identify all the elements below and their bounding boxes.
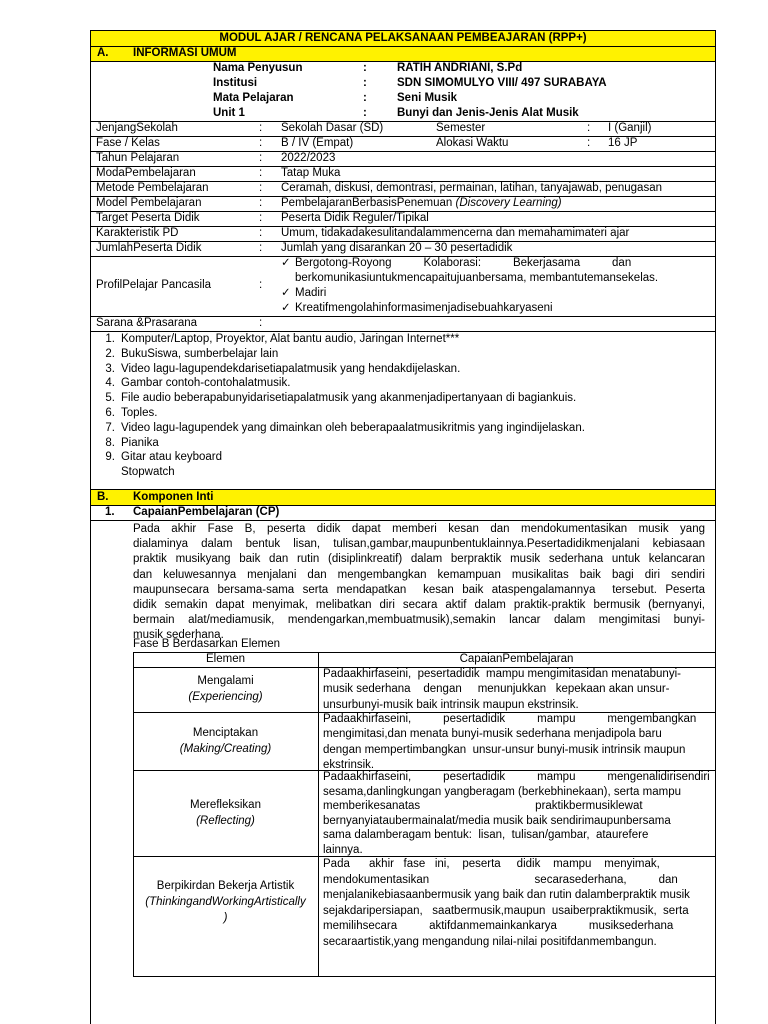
header-value: Seni Musik	[397, 92, 458, 104]
header-label: Institusi	[213, 77, 258, 89]
section-b-letter: B.	[97, 491, 109, 503]
sarana-list	[91, 332, 585, 480]
document-title: MODUL AJAR / RENCANA PELAKSANAAN PEMBEAJARAN (RPP+)	[219, 32, 587, 44]
header-label: Nama Penyusun	[213, 62, 303, 74]
info-row	[91, 151, 715, 167]
checkmark-icon: ✓	[281, 257, 291, 269]
header-colon: :	[363, 92, 367, 104]
cp-paragraph: Pada akhir Fase B, peserta didik dapat memberi kesan dan mendokumentasikan musik yang dialaminya dalam bentuk lisan, tulisan,gambar,maupunbentuklainnya.Pesertadidikmenjalani kebiasaan praktik musikyang baik dan rutin (disiplinkreatif) dalam berpraktik musik sederhana untuk kelancaran dan keluwesannya menjalani dan mengembangkan kemampuan musikalitas baik bagi diri sendiri maupunsecara bersama-sama serta mendapatkan kesan baik ataspengalamannya tersebut. Peserta didik semakin dapat menyimak, melibatkan diri secara aktif dalam praktik-praktik bermusik (bernyanyi, bermain alat/mediamusik, mendengarkan,membuatmusik),semakin lancar dalam mengimitasi bunyi- musik sederhana.	[133, 523, 705, 642]
info-label: Target Peserta Didik	[96, 212, 200, 224]
checkmark-icon: ✓	[281, 287, 291, 299]
info-label: Fase / Kelas	[96, 137, 160, 149]
header-info-row	[91, 61, 715, 77]
rpp-document	[90, 30, 716, 1024]
cp-number: 1.	[105, 506, 115, 518]
cp-row	[91, 505, 715, 521]
info-value-secondary: I (Ganjil)	[608, 122, 652, 134]
info-label-secondary: Alokasi Waktu	[436, 137, 509, 149]
table-row-elemen: Mengalami (Experiencing)	[188, 675, 263, 703]
list-item: 4. Gambar contoh-contohalatmusik.	[105, 377, 291, 390]
info-label: Tahun Pelajaran	[96, 152, 180, 164]
info-value: Peserta Didik Reguler/Tipikal	[281, 212, 429, 224]
info-value: Ceramah, diskusi, demontrasi, permainan, latihan, tanyajawab, penugasan	[281, 182, 662, 194]
info-value: B / IV (Empat)	[281, 137, 354, 149]
section-b-label: Komponen Inti	[133, 491, 214, 503]
header-info-row	[91, 106, 715, 122]
list-item-continuation: berkomunikasiuntukmencapaitujuanbersama, membantutemansekelas.	[295, 272, 659, 284]
header-info-row	[91, 91, 715, 107]
sarana-row	[91, 316, 715, 332]
info-value-secondary: 16 JP	[608, 137, 638, 149]
table-row-elemen: Menciptakan (Making/Creating)	[179, 727, 272, 755]
info-row	[91, 196, 715, 212]
info-colon: :	[259, 212, 263, 224]
info-colon: :	[259, 227, 263, 239]
profil-colon: :	[259, 279, 263, 291]
info-label: JumlahPeserta Didik	[96, 242, 202, 254]
info-colon: :	[259, 197, 263, 209]
info-colon: :	[259, 182, 263, 194]
table-header-elemen: Elemen	[206, 653, 245, 665]
info-value: Tatap Muka	[281, 167, 341, 179]
table-row-elemen: Berpikirdan Bekerja Artistik (ThinkingandWorkingArtistically )	[145, 880, 306, 924]
list-item: ✓ Madiri	[281, 287, 327, 299]
info-row	[91, 166, 715, 182]
list-item: 6. Toples.	[105, 406, 158, 419]
info-value: Sekolah Dasar (SD)	[281, 122, 384, 134]
table-row-capaian: Pada akhir fase ini, peserta didik mampu menyimak, mendokumentasikan secarasederhana, dan menjalanikebiasaanbermusik yang baik dan rutin dalamberpraktik musik sejakdaripersiapan, saatbermusik,maupun usaiberpraktikmusik, serta memilihsecara aktifdanmemainkankarya musiksederhana secaraartistik,yang mengandung nilai-nilai positifdanmembangun.	[323, 858, 690, 948]
title-row	[91, 31, 715, 46]
checkmark-icon: ✓	[281, 302, 291, 314]
table-row-capaian: Padaakhirfaseini, pesertadidik mampu mengenalidirisendiri sesama,danlingkungan yangberagam (berkebhinekaan), serta mampu memberikesanatas praktikbermusiklewat bernyanyiataubermainalat/media musik baik sendirimaupunbersama sama dalamberagam bentuk: lisan, tulisan/gambar, ataurefere lainnya.	[323, 771, 710, 856]
list-item: 1. Komputer/Laptop, Proyektor, Alat bantu audio, Jaringan Internet***	[105, 333, 460, 345]
list-item: 9. Gitar atau keyboard	[105, 451, 223, 464]
info-colon: :	[259, 137, 263, 149]
list-item: 5. File audio beberapabunyidarisetiapalatmusik yang akanmenjadipertanyaan di bagiankuis.	[105, 392, 577, 405]
info-row	[91, 136, 715, 152]
list-item: ✓ Kreatifmengolahinformasimenjadisebuahkaryaseni	[281, 302, 553, 314]
info-value: Umum, tidakadakesulitandalammencerna dan memahamimateri ajar	[281, 227, 630, 239]
header-label: Unit 1	[213, 107, 245, 119]
table-row-capaian: Padaakhirfaseini, pesertadidik mampu mengimitasidan menatabunyi- musik sederhana dengan menunjukkan kepekaan akan unsur- unsurbunyi-musik baik intrinsik maupun ekstrinsik.	[323, 668, 681, 711]
section-a-letter: A.	[97, 47, 109, 59]
list-item: 7. Video lagu-lagupendek yang dimainkan oleh beberapaalatmusikritmis yang ingindijelaskan.	[105, 421, 585, 434]
table-row-elemen: Merefleksikan (Reflecting)	[190, 799, 261, 827]
info-row	[91, 181, 715, 197]
info-label: Karakteristik PD	[96, 227, 179, 239]
section-a-row	[91, 47, 715, 61]
info-row	[91, 226, 715, 242]
section-b-row	[91, 490, 715, 505]
info-label: ModaPembelajaran	[96, 167, 196, 179]
info-colon: :	[259, 167, 263, 179]
info-label-secondary: Semester	[436, 122, 486, 134]
table-header-capaian: CapaianPembelajaran	[459, 653, 574, 665]
profil-label: ProfilPelajar Pancasila	[96, 279, 212, 291]
header-colon: :	[363, 77, 367, 89]
sarana-colon: :	[259, 317, 263, 329]
info-label: JenjangSekolah	[96, 122, 178, 134]
info-value: Jumlah yang disarankan 20 – 30 pesertadidik	[281, 242, 513, 254]
header-info-row	[91, 76, 715, 92]
sarana-label: Sarana &Prasarana	[96, 317, 198, 329]
list-item: ✓ Bergotong-Royong Kolaborasi: Bekerjasama dan	[281, 257, 632, 269]
info-colon-secondary: :	[587, 137, 591, 149]
list-item: Stopwatch	[121, 466, 175, 479]
info-colon: :	[259, 242, 263, 254]
info-colon: :	[259, 152, 263, 164]
info-label: Model Pembelajaran	[96, 197, 202, 209]
info-row	[91, 241, 715, 257]
info-colon-secondary: :	[587, 122, 591, 134]
info-value: 2022/2023	[281, 152, 336, 164]
header-label: Mata Pelajaran	[213, 92, 294, 104]
info-colon: :	[259, 122, 263, 134]
profil-row	[91, 256, 715, 316]
section-a-label: INFORMASI UMUM	[133, 47, 237, 59]
info-row	[91, 211, 715, 227]
list-item: 8. Pianika	[105, 436, 159, 449]
info-label: Metode Pembelajaran	[96, 182, 209, 194]
header-colon: :	[363, 107, 367, 119]
list-item: 2. BukuSiswa, sumberbelajar lain	[105, 347, 279, 360]
info-row	[91, 121, 715, 137]
info-value: PembelajaranBerbasisPenemuan (Discovery Learning)	[281, 197, 562, 209]
cp-subtitle: Fase B Berdasarkan Elemen	[133, 638, 281, 650]
header-colon: :	[363, 62, 367, 74]
list-item: 3. Video lagu-lagupendekdarisetiapalatmusik yang hendakdijelaskan.	[105, 362, 461, 375]
cp-label: CapaianPembelajaran (CP)	[133, 506, 280, 518]
table-row-capaian: Padaakhirfaseini, pesertadidik mampu mengembangkan mengimitasi,dan menata bunyi-musik sederhana menjadipola baru dengan mempertimbangkan unsur-unsur bunyi-musik intrinsik maupun ekstrinsik.	[323, 713, 697, 772]
header-value: RATIH ANDRIANI, S.Pd	[397, 62, 523, 74]
header-value: Bunyi dan Jenis-Jenis Alat Musik	[397, 107, 579, 119]
profil-list	[281, 256, 707, 316]
header-value: SDN SIMOMULYO VIII/ 497 SURABAYA	[397, 77, 607, 89]
